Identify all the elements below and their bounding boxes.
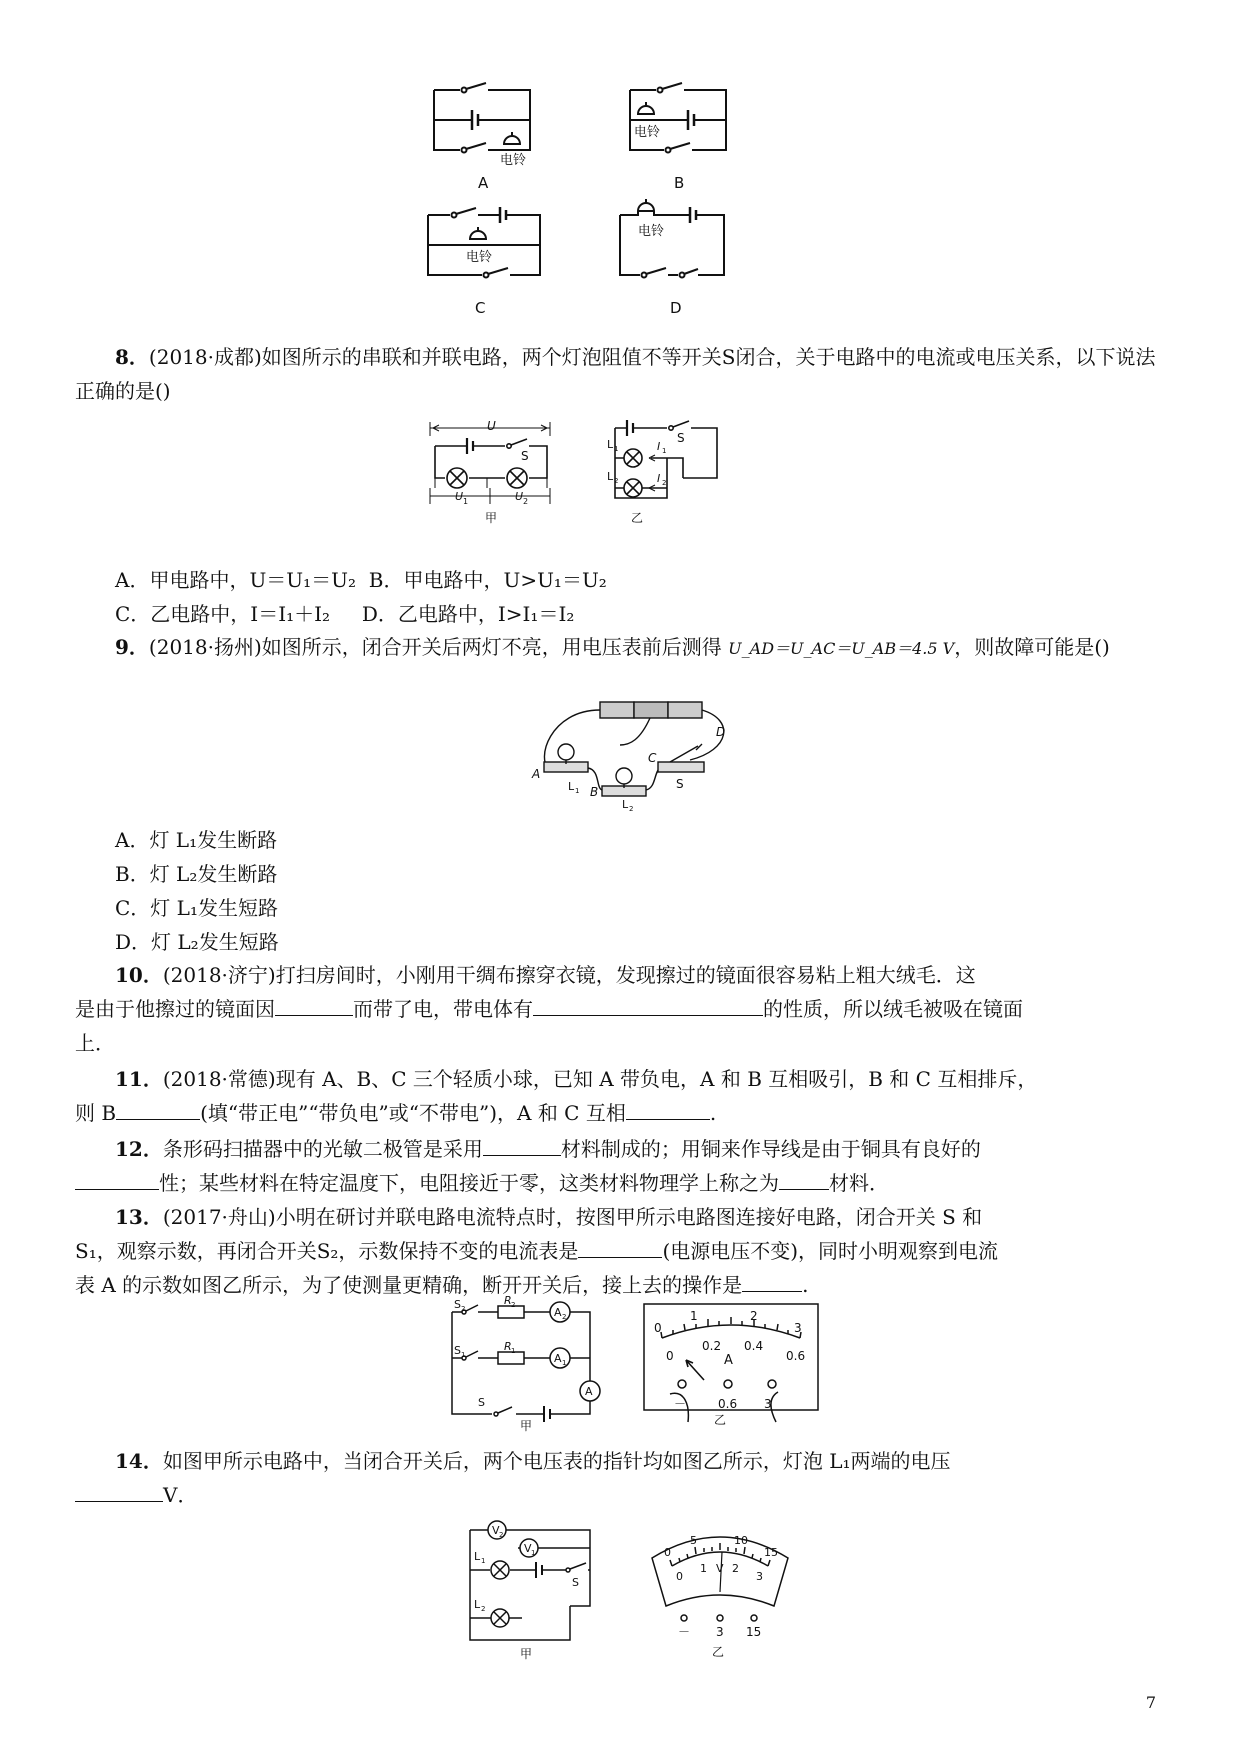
q8-text: 如图所示的串联和并联电路，两个灯泡阻值不等开关S闭合，关于电路中的电流或电压关系，以下说法正确的是(): [75, 345, 1156, 403]
svg-text:L: L: [568, 780, 575, 793]
q10-blank-1[interactable]: [275, 993, 353, 1016]
svg-text:电铃: 电铃: [638, 224, 665, 239]
svg-text:2: 2: [499, 1531, 504, 1539]
q9-option-b: B．灯 L₂发生断路: [115, 862, 278, 886]
svg-text:S: S: [454, 1298, 461, 1311]
svg-text:0.6: 0.6: [786, 1349, 806, 1363]
q13-figures: [440, 1294, 840, 1433]
q8-source: (2018·成都): [148, 345, 262, 369]
svg-text:I: I: [657, 440, 661, 453]
svg-text:0.4: 0.4: [744, 1339, 764, 1353]
q8-option-d: D．乙电路中，I>I₁＝I₂: [361, 602, 575, 626]
q13-blank-2[interactable]: [742, 1269, 802, 1292]
svg-text:2: 2: [562, 1313, 567, 1321]
svg-text:15: 15: [764, 1546, 778, 1559]
svg-text:S: S: [521, 449, 529, 463]
q12-number: 12: [115, 1137, 143, 1161]
svg-text:1: 1: [562, 1359, 567, 1367]
q11-stem: 11．(2018·常德)现有 A、B、C 三个轻质小球，已知 A 带负电，A 和 B 互相吸引，B 和 C 互相排斥， 则 B (填“带正电”“带负电”或“不带电”)，A 和 C 互相 .: [75, 1067, 1038, 1125]
svg-text:0: 0: [666, 1349, 674, 1363]
svg-text:C: C: [648, 751, 657, 765]
svg-text:1: 1: [690, 1309, 698, 1323]
svg-text:S: S: [677, 431, 685, 445]
svg-text:U: U: [455, 490, 464, 503]
svg-text:1: 1: [531, 1549, 536, 1557]
svg-text:1: 1: [463, 497, 469, 506]
svg-text:1: 1: [700, 1562, 707, 1575]
q10-source: (2018·济宁): [162, 963, 276, 987]
q9-formula: U_AD＝U_AC＝U_AB＝4.5 V: [728, 639, 955, 658]
svg-text:I: I: [657, 472, 661, 485]
svg-text:0.6: 0.6: [718, 1397, 738, 1411]
q9-figure: [530, 700, 740, 813]
svg-text:S: S: [478, 1396, 485, 1409]
q8-options-row1: [115, 564, 607, 596]
q14-number: 14: [115, 1449, 143, 1473]
q7-figures: [420, 80, 840, 340]
svg-text:2: 2: [481, 1605, 486, 1613]
q8-stem: 8．(2018·成都)如图所示的串联和并联电路，两个灯泡阻值不等开关S闭合，关于电路中的电流或电压关系，以下说法正确的是(): [75, 345, 1156, 403]
svg-text:A: A: [724, 1353, 733, 1368]
q8-figures: [425, 418, 745, 528]
q7-circuit-c: [428, 207, 540, 317]
q14-figures: [460, 1520, 820, 1660]
q7-label-b: B: [674, 174, 685, 192]
q13-circuit-jia: [452, 1294, 600, 1433]
svg-text:0: 0: [676, 1570, 683, 1583]
q9-option-c: C．灯 L₁发生短路: [115, 896, 278, 920]
q13-ammeter: [644, 1304, 818, 1427]
q12-stem: 12．条形码扫描器中的光敏二极管是采用 材料制成的；用铜来作导线是由于铜具有良好的 性；某些材料在特定温度下，电阻接近于零，这类材料物理学上称之为 材料．: [75, 1132, 1165, 1200]
svg-text:2: 2: [614, 477, 619, 485]
svg-text:S: S: [454, 1344, 461, 1357]
svg-text:R: R: [504, 1340, 512, 1353]
q8-option-b: B．甲电路中，U>U₁＝U₂: [368, 568, 607, 592]
q14-circuit-jia: [470, 1521, 590, 1661]
q7-label-d: D: [670, 299, 682, 317]
svg-text:－: －: [678, 1625, 691, 1639]
q8-number: 8: [115, 345, 129, 369]
svg-text:D: D: [716, 725, 726, 739]
svg-text:15: 15: [746, 1625, 762, 1639]
q14-label-yi: 乙: [712, 1645, 725, 1659]
svg-text:B: B: [590, 785, 599, 799]
q7-circuit-b: [630, 83, 726, 192]
svg-text:0: 0: [654, 1321, 662, 1335]
svg-text:2: 2: [750, 1309, 758, 1323]
q7-label-a: A: [478, 174, 489, 192]
svg-text:2: 2: [732, 1562, 739, 1575]
svg-text:U: U: [487, 419, 496, 433]
q13-number: 13: [115, 1205, 143, 1229]
svg-text:2: 2: [629, 805, 634, 813]
svg-text:A: A: [585, 1385, 593, 1398]
svg-text:2: 2: [461, 1305, 466, 1313]
q12-blank-2[interactable]: [75, 1167, 159, 1190]
q9-stem: 9．(2018·扬州)如图所示，闭合开关后两灯不亮，用电压表前后测得 U_AD＝U_AC＝U_AB＝4.5 V，则故障可能是(): [115, 635, 1110, 659]
q14-blank-1[interactable]: [75, 1479, 163, 1502]
q9-text-post: ，则故障可能是(): [954, 635, 1110, 659]
q8-label-jia: 甲: [485, 511, 498, 525]
q14-voltmeter: [652, 1534, 788, 1659]
svg-text:L: L: [607, 470, 614, 483]
q9-option-d: D．灯 L₂发生短路: [115, 930, 279, 954]
q13-label-jia: 甲: [520, 1419, 533, 1433]
q11-number: 11: [115, 1067, 143, 1091]
svg-text:L: L: [474, 1598, 481, 1611]
q7-circuit-a: [434, 83, 530, 192]
svg-text:V: V: [492, 1524, 500, 1537]
svg-text:1: 1: [614, 445, 619, 453]
q10-blank-2[interactable]: [533, 993, 763, 1016]
q10-stem: 10．(2018·济宁)打扫房间时，小刚用干绸布擦穿衣镜，发现擦过的镜面很容易粘上粗大绒毛．这 是由于他擦过的镜面因 而带了电，带电体有 的性质，所以绒毛被吸在镜面 上．: [75, 963, 1023, 1055]
q9-option-a: A．灯 L₁发生断路: [115, 828, 278, 852]
svg-text:A: A: [554, 1352, 562, 1365]
q8-option-c: C．乙电路中，I＝I₁＋I₂: [115, 602, 331, 626]
q8-options-row2: [115, 598, 574, 630]
q8-label-yi: 乙: [631, 511, 644, 525]
q8-circuit-yi: [607, 420, 717, 525]
svg-text:1: 1: [461, 1351, 466, 1359]
q7-label-c: C: [475, 299, 486, 317]
q9-text-pre: 如图所示，闭合开关后两灯不亮，用电压表前后测得: [261, 635, 722, 659]
svg-text:1: 1: [511, 1347, 516, 1355]
q12-blank-1[interactable]: [483, 1133, 561, 1156]
svg-text:3: 3: [756, 1570, 763, 1583]
svg-text:0: 0: [664, 1546, 671, 1559]
q13-source: (2017·舟山): [162, 1205, 276, 1229]
svg-text:1: 1: [662, 447, 667, 455]
q8-circuit-jia: [430, 419, 550, 525]
svg-text:10: 10: [734, 1534, 748, 1547]
svg-text:电铃: 电铃: [634, 125, 661, 140]
svg-text:L: L: [622, 798, 629, 811]
svg-text:L: L: [474, 1550, 481, 1563]
svg-text:A: A: [554, 1306, 562, 1319]
q14-stem: 14．如图甲所示电路中，当闭合开关后，两个电压表的指针均如图乙所示，灯泡 L₁两端的电压 V．: [75, 1444, 1165, 1512]
q12-blank-3[interactable]: [779, 1167, 829, 1190]
svg-text:3: 3: [764, 1397, 772, 1411]
svg-text:0.2: 0.2: [702, 1339, 722, 1353]
svg-text:1: 1: [575, 787, 580, 795]
svg-text:2: 2: [511, 1301, 516, 1309]
q9-number: 9: [115, 635, 129, 659]
q11-blank-2[interactable]: [626, 1097, 710, 1120]
q9-source: (2018·扬州): [148, 635, 262, 659]
svg-text:2: 2: [523, 497, 529, 506]
svg-text:－: －: [674, 1397, 687, 1411]
svg-text:1: 1: [481, 1557, 486, 1565]
q13-stem: 13．(2017·舟山)小明在研讨并联电路电流特点时，按图甲所示电路图连接好电路，闭合开关 S 和 S₁，观察示数，再闭合开关S₂，示数保持不变的电流表是 (电源电压不变)，同时小明观察到电流 表 A 的示数如图乙所示，为了使测量更精确，断开开关后，接上去的操作是 .: [75, 1205, 999, 1297]
q13-blank-1[interactable]: [578, 1235, 662, 1258]
q7-a-bell-label: 电铃: [500, 153, 527, 168]
svg-text:电铃: 电铃: [466, 250, 493, 265]
q11-source: (2018·常德): [162, 1067, 276, 1091]
svg-text:L: L: [607, 438, 614, 451]
svg-text:S: S: [676, 777, 684, 791]
svg-text:V: V: [716, 1562, 724, 1575]
svg-text:5: 5: [690, 1534, 697, 1547]
svg-text:V: V: [524, 1542, 532, 1555]
q14-label-jia: 甲: [520, 1647, 533, 1661]
svg-text:2: 2: [662, 479, 667, 487]
svg-text:R: R: [504, 1294, 512, 1307]
svg-text:S: S: [572, 1576, 579, 1589]
q11-blank-1[interactable]: [116, 1097, 200, 1120]
q10-number: 10: [115, 963, 143, 987]
q8-option-a: A．甲电路中，U＝U₁＝U₂: [115, 568, 357, 592]
svg-text:3: 3: [794, 1321, 802, 1335]
q13-label-yi: 乙: [714, 1413, 727, 1427]
svg-text:A: A: [532, 767, 541, 781]
q7-circuit-d: [620, 199, 724, 317]
svg-text:3: 3: [716, 1625, 724, 1639]
svg-text:U: U: [515, 490, 524, 503]
page-number: 7: [1145, 1693, 1156, 1712]
